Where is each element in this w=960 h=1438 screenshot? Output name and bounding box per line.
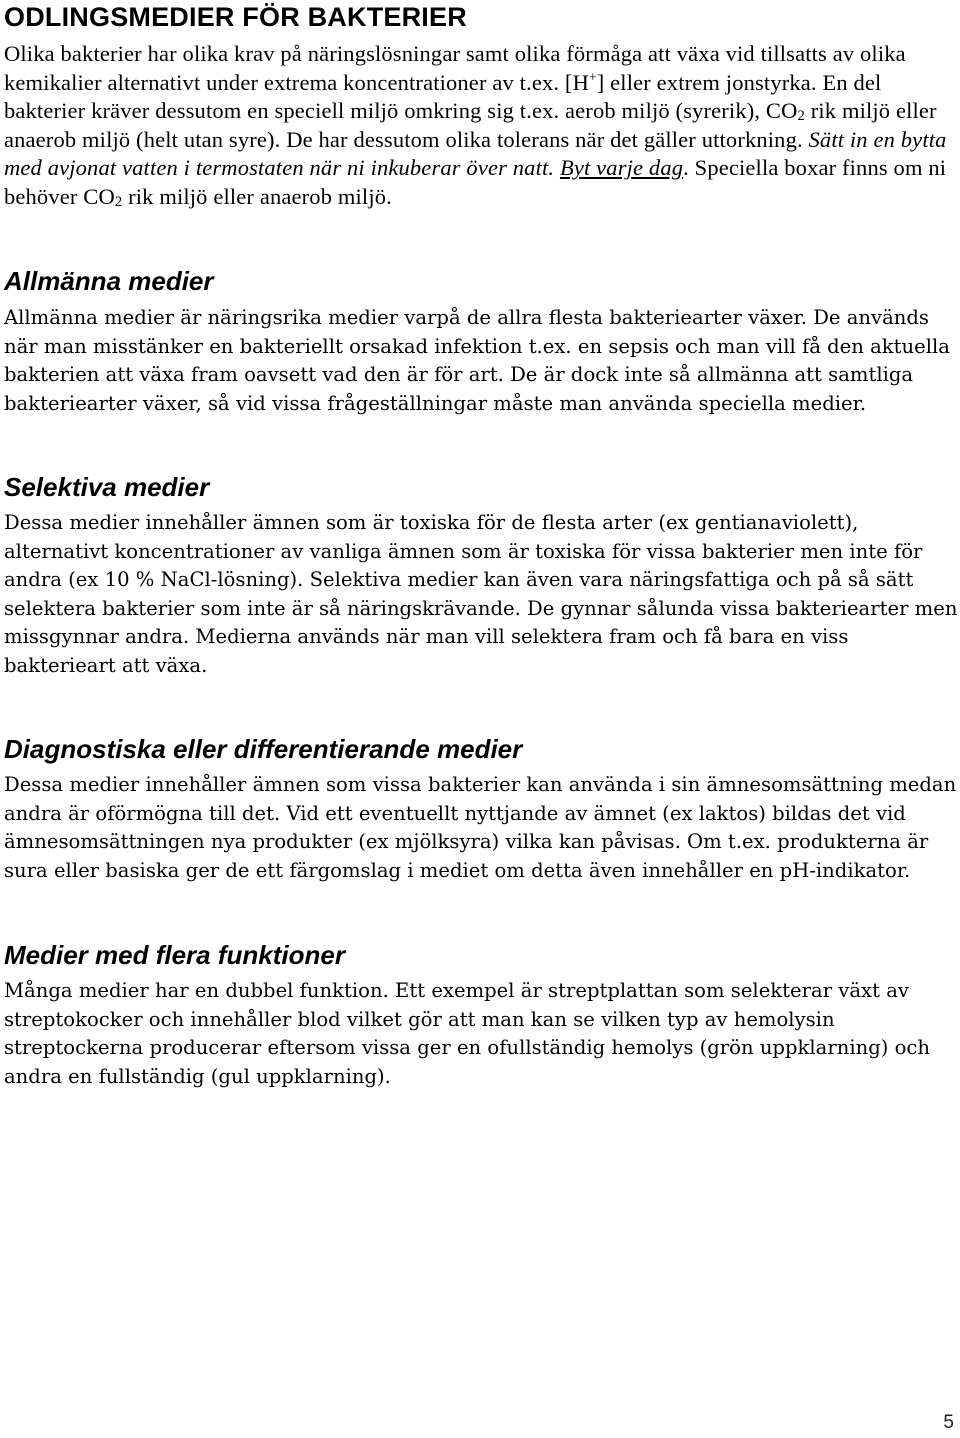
subscript-2: 2 — [797, 108, 805, 125]
section-heading-selektiva: Selektiva medier — [4, 472, 210, 502]
subscript-2: 2 — [114, 193, 123, 210]
intro-paragraph — [4, 40, 959, 212]
intro-underlined-instruction: Byt varje dag — [559, 155, 684, 181]
intro-text-4: . Speciella boxar finns om ni behöver CO — [4, 155, 947, 209]
section-text-selektiva: Dessa medier innehåller ämnen som är toxiska för de flesta arter (ex gentianaviolett), alternativt koncentrationer av vanliga ämnen som är toxiska för vissa bakterier men inte för andra (ex 10 % NaCl-lösning). Selektiva medier kan även vara näringsfattiga och på så sätt selektera bakterier som inte är så näringskrävande. De gynnar sålunda vissa bakteriearter men missgynnar andra. Medierna används när man vill selektera fram och få bara en viss bakterieart att växa. — [4, 511, 958, 677]
intro-text-1: Olika bakterier har olika krav på näringslösningar samt olika förmåga att växa vid tillsatts av olika kemikalier alternativt under extrema koncentrationer av t.ex. [H — [4, 41, 906, 95]
section-text-allmanna: Allmänna medier är näringsrika medier varpå de allra flesta bakteriearter växer. De används när man misstänker en bakteriellt orsakad infektion t.ex. en sepsis och man vill få den aktuella bakterien att växa fram oavsett vad den är för art. De är dock inte så allmänna att samtliga bakteriearter växer, så vid vissa frågeställningar måste man använda speciella medier. — [4, 306, 950, 415]
section-text-diagnostiska: Dessa medier innehåller ämnen som vissa bakterier kan använda i sin ämnesomsättning medan andra är oförmögna till det. Vid ett eventuellt nyttjande av ämnet (ex laktos) bildas det vid ämnesomsättningen nya produkter (ex mjölksyra) vilka kan påvisas. Om t.ex. produkterna är sura eller basiska ger de ett färgomslag i mediet om detta även innehåller en pH-indikator. — [4, 773, 957, 882]
section-heading-allmanna: Allmänna medier — [4, 266, 214, 296]
intro-text-3: rik miljö eller anaerob miljö (helt utan syre). De har dessutom olika tolerans när det gäller uttorkning. — [4, 98, 937, 152]
section-heading-diagnostiska: Diagnostiska eller differentierande medier — [4, 734, 523, 764]
superscript-plus: + — [588, 69, 597, 85]
section-text-flera-funktioner: Många medier har en dubbel funktion. Ett exempel är streptplattan som selekterar växt av streptokocker och innehåller blod vilket gör att man kan se vilken typ av hemolysin streptockerna producerar eftersom vissa ger en ofullständig hemolys (grön uppklarning) och andra en fullständig (gul uppklarning). — [4, 979, 931, 1088]
page-number: 5 — [943, 1412, 954, 1433]
intro-text-5: rik miljö eller anaerob miljö. — [122, 183, 392, 209]
intro-italic-instruction: Sätt in en bytta med avjonat vatten i termostaten när ni inkuberar över natt. — [4, 126, 947, 181]
section-heading-flera-funktioner: Medier med flera funktioner — [4, 940, 345, 970]
document-title: ODLINGSMEDIER FÖR BAKTERIER — [4, 2, 467, 32]
intro-text-2: ] eller extrem jonstyrka. En del bakterier kräver dessutom en speciell miljö omkring sig t.ex. aerob miljö (syrerik), CO — [4, 69, 882, 124]
